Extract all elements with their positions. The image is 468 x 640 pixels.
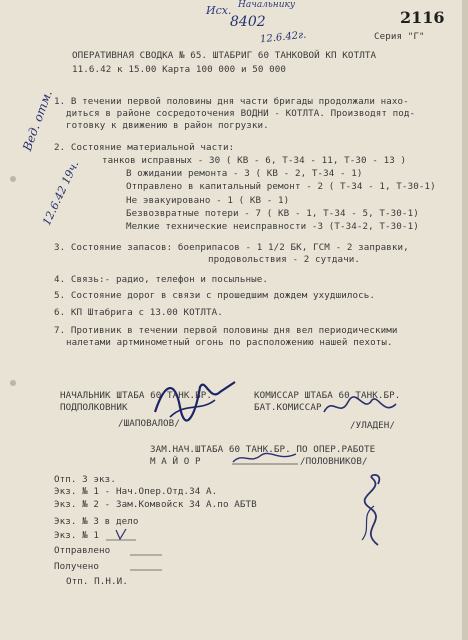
tank-status-line: Безвозвратные потери - 7 ( КВ - 1, Т-34 - 5, Т-30-1) bbox=[126, 208, 419, 219]
item-3-line-1: 3. Состояние запасов: боеприпасов - 1 1/2 БК, ГСМ - 2 заправки, bbox=[54, 242, 409, 253]
item-1-line-2: диться в районе сосредоточения ВОДНИ - КОТЛТА. Производят под- bbox=[66, 108, 416, 119]
tank-status-line: В ожидании ремонта - 3 ( КВ - 2, Т-34 - 1) bbox=[126, 168, 363, 179]
binder-hole bbox=[10, 176, 16, 182]
commissar-name: /УЛАДЕН/ bbox=[350, 420, 396, 431]
distribution-line: Отп. 3 экз. bbox=[54, 474, 116, 485]
deputy-signature bbox=[230, 450, 300, 466]
chief-of-staff-name: /ШАПОВАЛОВ/ bbox=[118, 418, 180, 429]
archive-stamp-note: Исх. bbox=[206, 4, 232, 17]
deputy-title: ЗАМ.НАЧ.ШТАБА 60 ТАНК.БР. ПО ОПЕР.РАБОТЕ bbox=[150, 444, 376, 455]
item-6: 6. КП Штабрига с 13.00 КОТЛТА. bbox=[54, 307, 223, 318]
distribution-line: Экз. № 1 bbox=[54, 530, 100, 541]
chief-of-staff-rank: ПОДПОЛКОВНИК bbox=[60, 402, 128, 413]
deputy-name: /ПОЛОВНИКОВ/ bbox=[300, 456, 368, 467]
vertical-signature bbox=[348, 470, 398, 550]
distribution-blanks bbox=[96, 528, 166, 572]
item-7-line-1: 7. Противник в течении первой половины дня вел периодическими bbox=[54, 325, 398, 336]
document-title: ОПЕРАТИВНАЯ СВОДКА № 65. ШТАБРИГ 60 ТАНКОВОЙ КП КОТЛТА bbox=[72, 50, 377, 61]
commissar-title: КОМИССАР ШТАБА 60 ТАНК.БР. bbox=[254, 390, 401, 401]
item-2-heading: 2. Состояние материальной части: bbox=[54, 142, 235, 153]
distribution-line: Отправлено bbox=[54, 545, 111, 556]
item-7-line-2: налетами артминометный огонь по расположению нашей пехоты. bbox=[66, 337, 393, 348]
distribution-line: Получено bbox=[54, 561, 100, 572]
tank-status-line: Мелкие технические неисправности -3 (Т-34-2, Т-30-1) bbox=[126, 221, 419, 232]
distribution-line: Экз. № 1 - Нач.Опер.Отд.34 А. bbox=[54, 486, 218, 497]
archive-stamp-number: 8402 bbox=[230, 14, 266, 30]
archive-stamp-name: Начальнику bbox=[238, 0, 296, 10]
commissar-rank: БАТ.КОМИССАР bbox=[254, 402, 322, 413]
distribution-line: Отп. П.Н.И. bbox=[66, 576, 128, 587]
tank-status-line: танков исправных - 30 ( КВ - 6, Т-34 - 11, Т-30 - 13 ) bbox=[102, 155, 407, 166]
document-subtitle: 11.6.42 к 15.00 Карта 100 000 и 50 000 bbox=[72, 64, 286, 75]
archive-date-note: 12.6.42г. bbox=[259, 29, 307, 46]
distribution-line: Экз. № 3 в дело bbox=[54, 516, 139, 527]
item-1-line-1: 1. В течении первой половины дня части бригады продолжали нахо- bbox=[54, 96, 409, 107]
archive-number: 2116 bbox=[400, 8, 445, 27]
series-label: Серия "Г" bbox=[374, 31, 425, 42]
commissar-signature bbox=[320, 392, 400, 422]
item-3-line-2: продовольствия - 2 сутдачи. bbox=[208, 254, 361, 265]
item-1-line-3: готовку к движению в район погрузки. bbox=[66, 120, 269, 131]
distribution-line: Экз. № 2 - Зам.Комвойск 34 А.по АБТВ bbox=[54, 499, 257, 510]
binder-hole bbox=[10, 380, 16, 386]
tank-status-line: Не эвакуировано - 1 ( КВ - 1) bbox=[126, 195, 290, 206]
margin-note-line-1: Вед. отм. bbox=[20, 88, 55, 153]
item-5: 5. Состояние дорог в связи с прошедшим дождем ухудшилось. bbox=[54, 290, 375, 301]
tank-status-line: Отправлено в капитальный ремонт - 2 ( Т-34 - 1, Т-30-1) bbox=[126, 181, 436, 192]
page-edge bbox=[462, 0, 468, 640]
deputy-rank: М А Й О Р bbox=[150, 456, 201, 467]
margin-note-line-2: 12.6.42 19ч. bbox=[40, 158, 82, 228]
chief-of-staff-title: НАЧАЛЬНИК ШТАБА 60 ТАНК.БР. bbox=[60, 390, 213, 401]
item-4: 4. Связь:- радио, телефон и посыльные. bbox=[54, 274, 268, 285]
chief-signature bbox=[150, 372, 240, 427]
